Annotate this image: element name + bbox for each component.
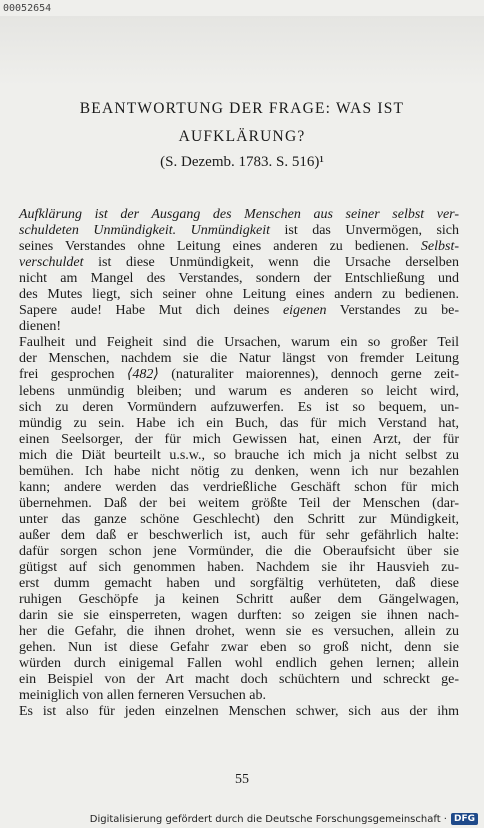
text-line: [19, 576, 459, 592]
text-line: [19, 544, 459, 560]
text-segment: unter das ganze schöne Geschlecht) den Schritt zur Mündigkeit,: [19, 511, 459, 527]
text-line: [19, 432, 459, 448]
text-segment: dienen!: [19, 319, 61, 335]
text-line: [19, 496, 459, 512]
footer: [0, 810, 484, 828]
bleed-through-area: [0, 16, 484, 86]
text-line: [19, 416, 459, 432]
text-segment: lebens unmündig bleiben; und warum es anderen so leicht wird,: [19, 383, 459, 399]
text-line: [19, 303, 459, 319]
text-segment: Faulheit und Feigheit sind die Ursachen, warum ein so großer Teil: [19, 335, 459, 351]
page-number: 55: [235, 772, 249, 787]
text-line: [19, 223, 459, 239]
emphasized-text: schuldeten Unmündigkeit. Unmündigkeit: [19, 223, 270, 239]
text-line: [19, 704, 459, 720]
text-segment: ruhigen Geschöpfe ja keinen Schritt außer dem Gängelwagen,: [19, 592, 459, 608]
emphasized-text: ⟨482⟩: [126, 367, 159, 383]
text-segment: bemühen. Ich habe nicht nötig zu denken, wenn ich nur bezahlen: [19, 463, 459, 479]
text-segment: (naturaliter maiorennes), dennoch gerne zeit-: [158, 367, 459, 383]
emphasized-text: verschuldet: [19, 255, 84, 271]
text-segment: ist das Unvermögen, sich: [270, 223, 459, 239]
footer-text: Digitalisierung gefördert durch die Deutsche Forschungsgemeinschaft ·: [89, 813, 447, 825]
text-line: [19, 400, 459, 416]
text-segment: gehen. Nun ist diese Gefahr zwar eben so groß nicht, denn sie: [19, 640, 459, 656]
text-line: [19, 448, 459, 464]
text-line: [19, 640, 459, 656]
text-line: [19, 592, 459, 608]
text-segment: einen Seelsorger, der für mich Gewissen hat, einen Arzt, der für: [19, 431, 459, 447]
text-line: [19, 287, 459, 303]
text-segment: kann; andere werden das verdrießliche Geschäft schon für mich: [19, 479, 459, 495]
text-line: [19, 656, 459, 672]
text-segment: gütigst auf sich genommen haben. Nachdem sie ihr Hausvieh zu-: [19, 560, 459, 576]
text-segment: ist diese Unmündigkeit, wenn die Ursache derselben: [83, 255, 459, 271]
text-line: [19, 624, 459, 640]
text-line: [19, 384, 459, 400]
dfg-logo-icon: DFG: [451, 813, 478, 825]
chapter-subtitle: (S. Dezemb. 1783. S. 516)¹: [160, 154, 324, 170]
text-segment: mündig zu sein. Habe ich ein Buch, das für mich Verstand hat,: [19, 415, 459, 431]
text-segment: des Mutes liegt, sich seiner ohne Leitung eines andern zu bedienen.: [19, 287, 459, 303]
emphasized-text: eigenen: [282, 303, 327, 319]
chapter-title-continued: AUFKLÄRUNG?: [178, 128, 306, 145]
text-segment: außer dem daß er beschwerlich ist, auch für sehr gefährlich halte:: [19, 527, 459, 543]
text-segment: dafür sorgen schon jene Vormünder, die die Oberaufsicht über sie: [19, 543, 459, 559]
text-segment: her die Gefahr, die ihnen drohet, wenn sie es versuchen, allein zu: [19, 624, 459, 640]
text-line: [19, 560, 459, 576]
text-line: [19, 688, 459, 704]
text-line: [19, 464, 459, 480]
text-line: [19, 351, 459, 367]
scan-id: 00052654: [3, 3, 52, 14]
text-line: [19, 255, 459, 271]
text-segment: Sapere aude! Habe Mut dich deines: [19, 303, 283, 319]
text-line: [19, 271, 459, 287]
text-line: [19, 239, 459, 255]
text-segment: ein Beispiel von der Art macht doch schüchtern und schreckt ge-: [19, 672, 459, 688]
text-line: [19, 672, 459, 688]
emphasized-text: Aufklärung ist der Ausgang des Menschen aus seiner selbst ver-: [19, 207, 459, 222]
text-segment: Verstandes zu be-: [326, 303, 459, 319]
text-segment: sich zu deren Vormündern aufzuwerfen. Es ist so bequem, un-: [19, 399, 459, 415]
text-line: [19, 367, 459, 383]
text-segment: seines Verstandes ohne Leitung eines anderen zu bedienen.: [19, 239, 421, 255]
text-segment: übernehmen. Daß der bei weitem größte Teil der Menschen (dar-: [19, 495, 459, 511]
emphasized-text: Selbst-: [420, 239, 459, 255]
text-line: [19, 528, 459, 544]
text-segment: erst dumm gemacht haben und sorgfältig verhüteten, daß diese: [19, 576, 459, 592]
text-line: [19, 319, 459, 335]
text-line: [19, 608, 459, 624]
body-text: [19, 207, 459, 721]
text-segment: frei gesprochen: [19, 367, 127, 383]
text-segment: meiniglich von allen ferneren Versuchen ab.: [19, 688, 266, 704]
text-segment: der Menschen, nachdem sie die Natur längst von fremder Leitung: [19, 351, 459, 367]
text-line: [19, 207, 459, 223]
text-segment: mich die Diät beurteilt u.s.w., so brauche ich mich ja nicht selbst zu: [19, 447, 459, 463]
text-segment: darin sie sie einsperreten, wagen durften: so zeigen sie ihnen nach-: [19, 608, 459, 624]
text-segment: nicht am Mangel des Verstandes, sondern der Entschließung und: [19, 271, 459, 287]
text-segment: Es ist also für jeden einzelnen Menschen schwer, sich aus der ihm: [19, 704, 459, 720]
chapter-title: BEANTWORTUNG DER FRAGE: WAS IST: [79, 100, 405, 117]
text-line: [19, 480, 459, 496]
text-line: [19, 512, 459, 528]
text-line: [19, 335, 459, 351]
text-segment: würden durch einigemal Fallen wohl endlich gehen lernen; allein: [19, 656, 459, 672]
